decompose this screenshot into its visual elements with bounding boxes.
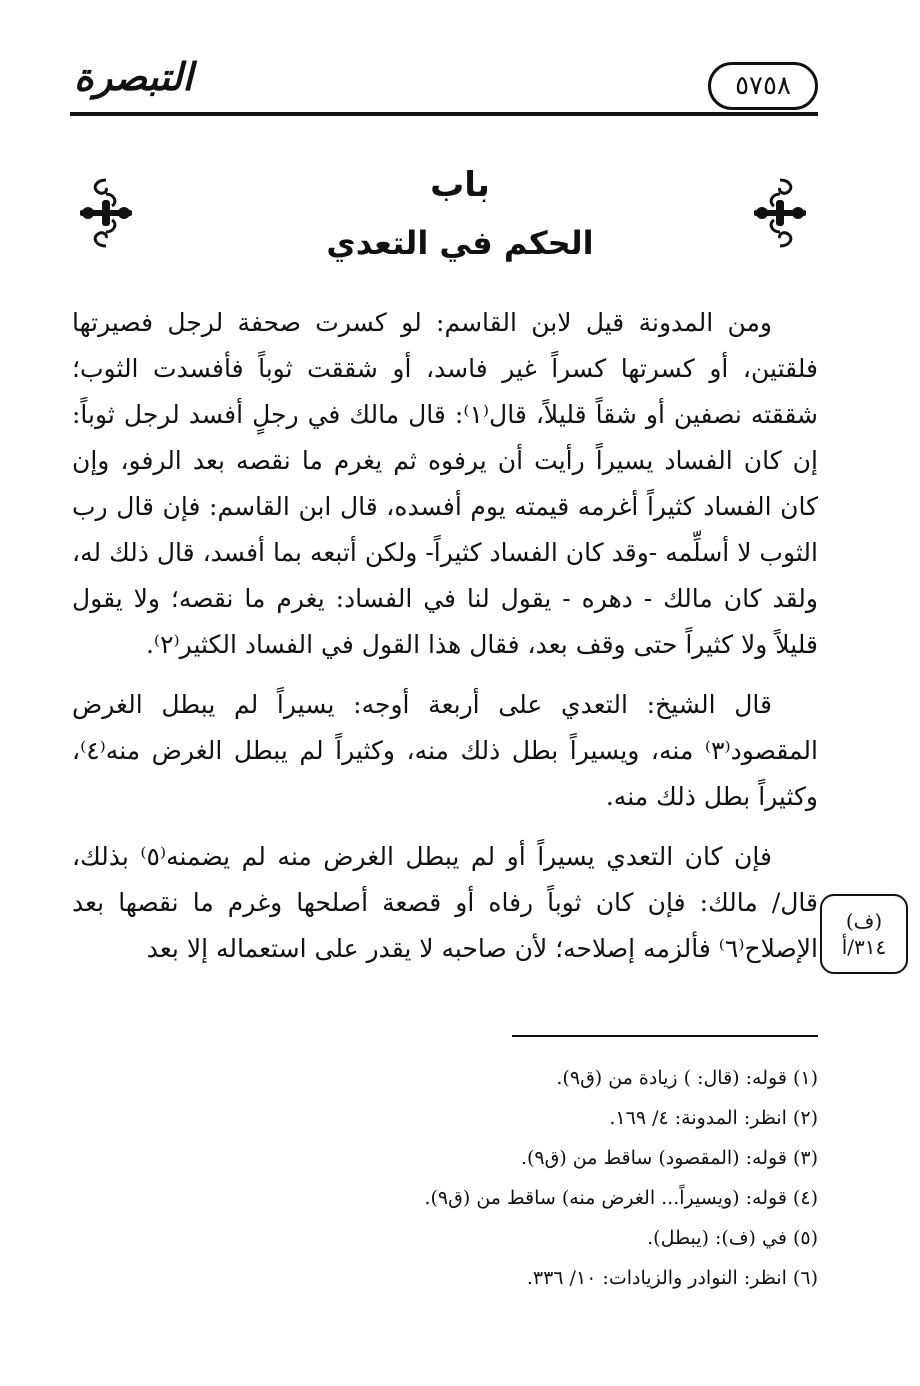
margin-note-folio: ٣١٤/أ: [841, 935, 887, 959]
chapter-label: باب: [430, 165, 490, 205]
footnote: (١) قوله: (قال: ) زيادة من (ق٩).: [556, 1067, 818, 1089]
page-number: ٥٧٥٨: [735, 71, 791, 101]
header-rule: [70, 112, 818, 116]
paragraph: ومن المدونة قيل لابن القاسم: لو كسرت صحفة لرجل فصيرتها فلقتين، أو كسرتها كسراً غير فاسد، أو شققت ثوباً فأفسدت الثوب؛ شققته نصفين أو شقاً قليلاً، قال⁽١⁾: قال مالك في رجلٍ أفسد لرجل ثوباً: إن كان الفساد يسيراً رأيت أن يرفوه ثم يغرم ما نقصه بعد الرفو، وإن كان الفساد كثيراً أغرمه قيمته يوم أفسده، قال ابن القاسم: فإن قال رب الثوب لا أسلِّمه -وقد كان الفساد كثيراً- ولكن أتبعه بما أفسد، قال ذلك له، ولقد كان مالك - دهره - يقول لنا في الفساد: يغرم ما نقصه؛ ولا يقول قليلاً ولا كثيراً حتى وقف بعد، فقال هذا القول في الفساد الكثير⁽٢⁾.: [72, 308, 819, 659]
page-number-badge: [708, 62, 818, 110]
footnote: (٦) انظر: النوادر والزيادات: ١٠/ ٣٣٦.: [526, 1267, 818, 1289]
book-title: التبصرة: [74, 54, 193, 99]
footnote: (٥) في (ف): (يبطل).: [647, 1227, 818, 1249]
footnote: (٤) قوله: (ويسيراً... الغرض منه) ساقط من (ق٩).: [424, 1187, 818, 1209]
chapter-heading: [220, 162, 700, 270]
floral-ornament-icon: [78, 176, 134, 250]
footnote: (٢) انظر: المدونة: ٤/ ١٦٩.: [609, 1107, 818, 1129]
chapter-title: الحكم في التعدي: [326, 224, 594, 262]
margin-note-source: (ف): [845, 909, 883, 933]
footnote-separator: [512, 1035, 818, 1037]
footnotes: [300, 1058, 818, 1298]
page-header: [70, 50, 818, 120]
footnote: (٣) قوله: (المقصود) ساقط من (ق٩).: [520, 1147, 818, 1169]
floral-ornament-icon: [752, 176, 808, 250]
body-text: [72, 300, 818, 986]
paragraph: قال الشيخ: التعدي على أربعة أوجه: يسيراً لم يبطل الغرض المقصود⁽٣⁾ منه، ويسيراً بطل ذلك منه، وكثيراً لم يبطل الغرض منه⁽٤⁾، وكثيراً بطل ذلك منه.: [72, 690, 818, 811]
manuscript-margin-note: [820, 894, 908, 974]
paragraph: فإن كان التعدي يسيراً أو لم يبطل الغرض منه لم يضمنه⁽٥⁾ بذلك، قال/ مالك: فإن كان ثوباً رفاه أو قصعة أصلحها وغرم ما نقصها بعد الإصلاح⁽٦⁾ فألزمه إصلاحه؛ لأن صاحبه لا يقدر على استعماله إلا بعد: [72, 842, 818, 963]
